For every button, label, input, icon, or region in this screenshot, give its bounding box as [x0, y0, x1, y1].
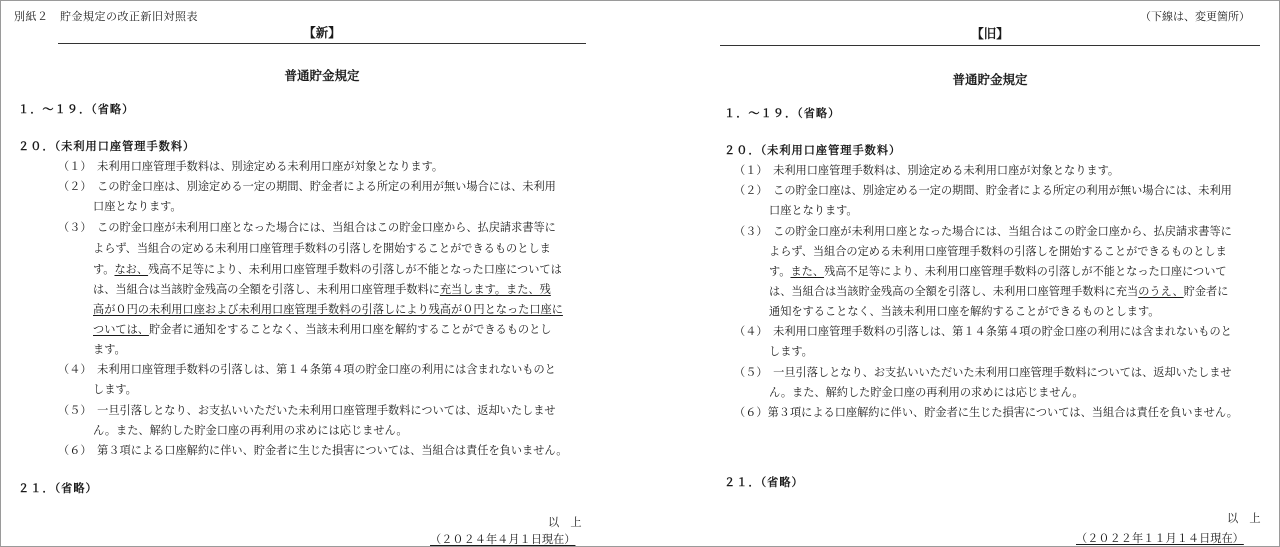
new-effective-date: （２０２４年４月１日現在） [430, 533, 576, 546]
new-item-3-line-3-pre: す。 [93, 263, 115, 276]
new-item-4-line-1: （４） 未利用口座管理手数料の引落しは、第１４条第４項の貯金口座の利用には含まれないものと [58, 363, 556, 376]
new-changed-text-naoo: なお、 [114, 263, 149, 276]
old-item-2-line-2: 口座となります。 [769, 204, 858, 217]
document-label: 別紙２ 貯金規定の改正新旧対照表 [14, 10, 198, 23]
new-header-rule [58, 43, 586, 44]
new-item-4-line-2: します。 [93, 383, 137, 396]
new-item-3-line-3 [93, 263, 562, 277]
old-item-3-line-4 [769, 285, 1228, 299]
new-closing-ijo: 以 上 [548, 516, 582, 529]
new-changed-text-juto: 充当します。また、残 [439, 283, 551, 296]
new-item-3-line-1: （３） この貯金口座が未利用口座となった場合には、当組合はこの貯金口座から、払戻請求書等に [58, 221, 556, 234]
new-section-20-heading: ２０．（未利用口座管理手数料） [18, 139, 196, 153]
old-item-3-line-2: よらず、当組合の定める未利用口座管理手数料の引落しを開始することができるものとしま [769, 245, 1227, 258]
old-changed-text-noue: のうえ、 [1138, 285, 1184, 298]
new-section-1-19: １．～１９．（省略） [18, 102, 135, 116]
new-item-3-line-6 [93, 323, 551, 337]
old-item-5-line-2: ん。また、解約した貯金口座の再利用の求めには応じません。 [769, 386, 1084, 399]
new-section-21: ２１．（省略） [18, 481, 98, 495]
old-item-3-line-4-post: 貯金者に [1183, 285, 1229, 298]
old-section-1-19: １．～１９．（省略） [724, 106, 841, 120]
new-item-3-line-7: ます。 [93, 343, 126, 356]
old-item-4-line-2: します。 [769, 345, 813, 358]
new-item-5-line-1: （５） 一旦引落しとなり、お支払いいただいた未利用口座管理手数料については、返却いたしませ [58, 404, 556, 417]
new-changed-text-zandaka: 高が０円の未利用口座および未利用口座管理手数料の引落しにより残高が０円となった口座に [93, 303, 563, 316]
old-closing-ijo: 以 上 [1227, 512, 1261, 525]
new-doc-title: 普通貯金規定 [284, 68, 360, 83]
old-changed-text-mata: また、 [790, 265, 825, 278]
new-item-2-line-2: 口座となります。 [93, 200, 182, 213]
new-item-3-line-6-post: 貯金者に通知をすることなく、当該未利用口座を解約することができるものとし [148, 323, 552, 336]
new-item-3-line-4 [93, 283, 551, 297]
new-changed-text-tsuitewa: ついては、 [93, 323, 149, 336]
old-item-3-line-1: （３） この貯金口座が未利用口座となった場合には、当組合はこの貯金口座から、払戻請求書等に [734, 225, 1232, 238]
old-effective-date: （２０２２年１１月１４日現在） [1076, 532, 1244, 545]
old-item-1: （１） 未利用口座管理手数料は、別途定める未利用口座が対象となります。 [734, 164, 1120, 177]
old-column-header: 【旧】 [971, 26, 1009, 41]
old-section-20-heading: ２０．（未利用口座管理手数料） [724, 143, 902, 157]
old-doc-title: 普通貯金規定 [952, 72, 1028, 87]
old-item-2-line-1: （２） この貯金口座は、別途定める一定の期間、貯金者による所定の利用が無い場合には、未利用 [734, 184, 1232, 197]
new-item-1: （１） 未利用口座管理手数料は、別途定める未利用口座が対象となります。 [58, 160, 444, 173]
old-item-3-line-4-pre: は、当組合は当該貯金残高の全額を引落し、未利用口座管理手数料に充当 [769, 285, 1139, 298]
new-item-6: （６） 第３項による口座解約に伴い、貯金者に生じた損害については、当組合は責任を負いません。 [58, 444, 568, 457]
underline-note: （下線は、変更箇所） [1140, 10, 1250, 23]
new-item-5-line-2: ん。また、解約した貯金口座の再利用の求めには応じません。 [93, 424, 408, 437]
old-item-6: （６）第３項による口座解約に伴い、貯金者に生じた損害については、当組合は責任を負いません。 [734, 406, 1238, 419]
old-item-3-line-5: 通知をすることなく、当該未利用口座を解約することができるものとします。 [769, 305, 1160, 318]
new-item-2-line-1: （２） この貯金口座は、別途定める一定の期間、貯金者による所定の利用が無い場合には、未利用 [58, 180, 556, 193]
old-item-3-line-3 [769, 265, 1227, 279]
old-header-rule [720, 45, 1260, 46]
old-item-4-line-1: （４） 未利用口座管理手数料の引落しは、第１４条第４項の貯金口座の利用には含まれないものと [734, 325, 1232, 338]
new-item-3-line-3-post: 残高不足等により、未利用口座管理手数料の引落しが不能となった口座については [148, 263, 562, 276]
new-column-header: 【新】 [303, 25, 341, 40]
new-item-3-line-2: よらず、当組合の定める未利用口座管理手数料の引落しを開始することができるものとしま [93, 242, 551, 255]
old-item-3-line-3-pre: す。 [769, 265, 791, 278]
old-item-3-line-3-post: 残高不足等により、未利用口座管理手数料の引落しが不能となった口座について [824, 265, 1227, 278]
old-item-5-line-1: （５） 一旦引落しとなり、お支払いいただいた未利用口座管理手数料については、返却いたしませ [734, 366, 1232, 379]
new-item-3-line-4-pre: は、当組合は当該貯金残高の全額を引落し、未利用口座管理手数料に [93, 283, 440, 296]
old-section-21: ２１．（省略） [724, 475, 804, 489]
new-item-3-line-5 [93, 303, 563, 317]
